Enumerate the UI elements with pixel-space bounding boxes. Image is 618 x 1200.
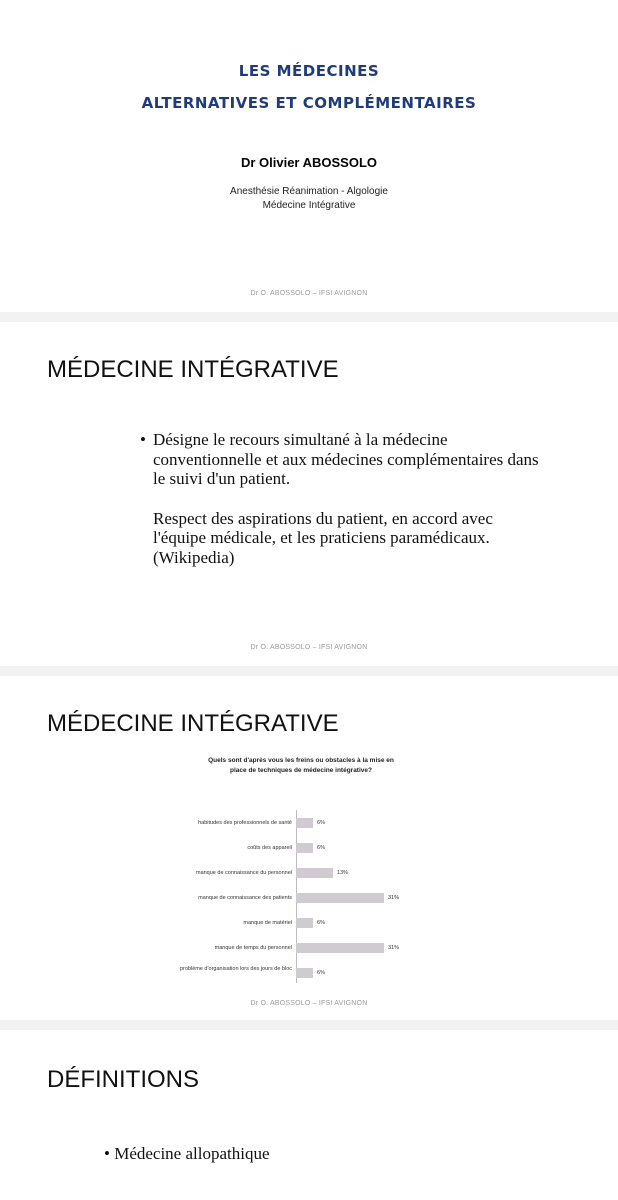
title-slide [0,0,618,312]
author-specialty-2: Médecine Intégrative [262,200,356,211]
slide-title-line1: LES MÉDECINES [238,62,380,80]
definitions-slide [0,1030,618,1200]
integrative-definition-slide [0,322,618,666]
slide-heading: MÉDECINE INTÉGRATIVE [47,356,339,383]
data-label: 6% [317,820,325,826]
author-specialty: Anesthésie Réanimation - Algologie [230,186,388,197]
data-label: 6% [317,920,325,926]
body-paragraph: Respect des aspirations du patient, en accord avec l'équipe médicale, et les praticiens paramédicaux. (Wikipedia) [153,508,493,567]
category-label: problème d'organisation lors des jours de bloc [179,966,292,972]
bar [296,818,313,828]
slide-footer: Dr O. ABOSSOLO – IFSI AVIGNON [250,644,368,651]
category-label: coûts des appareil [247,844,292,851]
bullet-symbol: • [140,430,146,449]
bar [296,943,384,953]
bar [296,968,313,978]
author-name: Dr Olivier ABOSSOLO [240,155,378,170]
survey-chart-slide [0,676,618,1020]
bullet-item [104,1144,270,1164]
bar [296,868,333,878]
bullet-text: Désigne le recours simultané à la médecine conventionnelle et aux médecines complémentaires dans le suivi d'un patient. [153,430,539,488]
slide-footer: Dr O. ABOSSOLO – IFSI AVIGNON [250,1000,368,1007]
category-label: manque de connaissance des patients [198,894,292,901]
slide-title-line2: ALTERNATIVES ET COMPLÉMENTAIRES [141,94,477,112]
bullet-text: Médecine allopathique [114,1144,270,1163]
data-label: 6% [317,970,325,976]
category-label: manque de matériel [243,919,292,926]
slide-footer: Dr O. ABOSSOLO – IFSI AVIGNON [250,290,368,297]
chart-title: Quels sont d'après vous les freins ou obstacles à la mise en place de techniques de médecine intégrative? [208,757,394,774]
bar [296,843,313,853]
bullet-symbol: • [104,1144,110,1163]
slide-heading: MÉDECINE INTÉGRATIVE [47,710,339,737]
data-label: 6% [317,845,325,851]
data-label: 31% [388,895,400,901]
category-label: manque de temps du personnel [214,944,292,951]
category-label: habitudes des professionnels de santé [198,819,292,826]
category-label: manque de connaissance du personnel [195,869,292,876]
bullet-item [140,430,540,489]
slide-body [140,430,540,567]
bar [296,918,313,928]
bar [296,893,384,903]
data-label: 13% [336,870,348,876]
slide-heading: DÉFINITIONS [47,1066,200,1093]
data-label: 31% [388,945,400,951]
